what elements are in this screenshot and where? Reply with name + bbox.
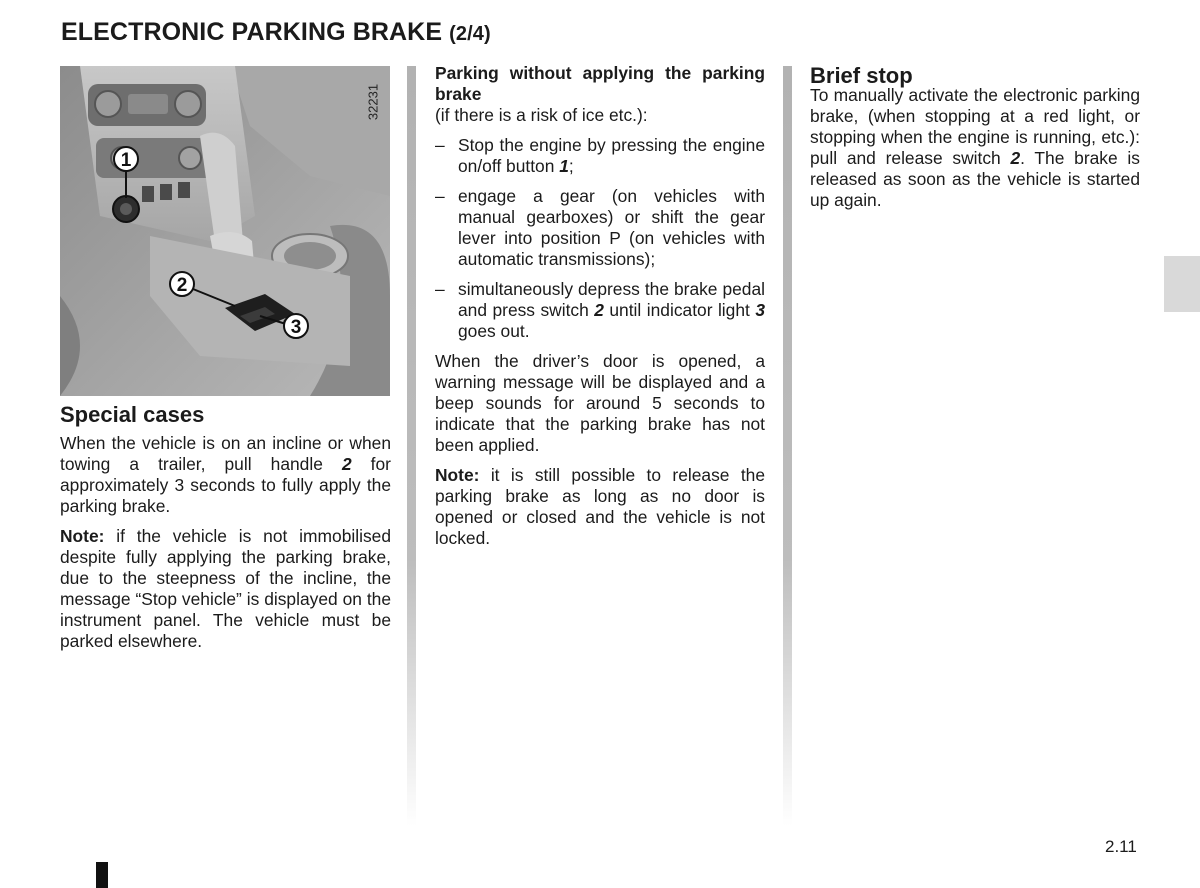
console-illustration [60,66,390,396]
without-brake-heading: Parking without applying the parking brake [435,63,765,104]
brief-stop-heading: Brief stop [810,63,913,88]
crop-mark [96,862,108,888]
without-brake-intro [435,63,765,126]
title-part: (2/4) [449,23,491,45]
without-brake-note-text: it is still possible to release the parking brake as long as no door is opened or closed and the vehicle is not locked. [435,465,765,548]
step-1-ref: 1 [559,156,569,176]
step-1-end: ; [568,156,574,176]
step-3-ref-2: 2 [594,300,604,320]
page-number: 2.11 [1105,837,1137,856]
column-divider-left [407,66,416,826]
special-cases-text-a: When the vehicle is on an incline or when towing a trailer, pull handle [60,433,391,474]
step-item [435,279,765,342]
special-cases-section [60,398,391,661]
door-warning-paragraph: When the driver’s door is opened, a warning message will be displayed and a beep sounds for around 5 seconds to indicate that the parking brake has not been applied. [435,351,765,455]
figure-code: 32231 [365,83,381,121]
brief-stop-text-b: . The brake is released as soon as the vehicle is started up again. [810,148,1140,210]
callout-2 [170,272,194,296]
without-brake-steps [435,135,765,342]
special-cases-note-label: Note: [60,526,105,546]
callout-1 [114,147,138,171]
chapter-tab [1164,256,1200,312]
brief-stop-section [810,63,1140,220]
step-3-end: goes out. [458,321,530,341]
brief-stop-ref-2: 2 [1010,148,1021,168]
column-divider-right [783,66,792,826]
title-text: ELECTRONIC PARKING BRAKE [61,18,443,46]
without-brake-note-label: Note: [435,465,480,485]
special-cases-note-text: if the vehicle is not immobilised despite fully applying the parking brake, due to the steepness of the incline, the message “Stop vehicle” is displayed on the instrument panel. The vehicle must be parked elsewhere. [60,526,391,651]
step-3-text-b: until indicator light [603,300,756,320]
brief-stop-text-a: To manually activate the electronic parking brake, (when stopping at a red light, or stopping when the engine is running, etc.): pull and release switch [810,85,1140,168]
step-3-text: simultaneously depress the brake pedal and press switch [458,279,765,320]
brief-stop-paragraph [810,85,1140,211]
without-brake-section [435,63,765,558]
page-title [61,18,491,47]
without-brake-note [435,465,765,549]
console-drawing [60,66,390,396]
callout-2-label: 2 [176,275,188,296]
special-cases-paragraph [60,433,391,517]
step-item [435,186,765,270]
special-cases-ref-2: 2 [341,454,352,474]
callout-3-label: 3 [290,317,302,338]
special-cases-text-b: for approximately 3 seconds to fully apply the parking brake. [60,454,391,516]
step-item [435,135,765,177]
without-brake-subheading: (if there is a risk of ice etc.): [435,105,648,125]
step-2-text: engage a gear (on vehicles with manual gearboxes) or shift the gear lever into position P (on vehicles with automatic transmissions); [458,186,765,269]
callout-1-label: 1 [120,150,132,171]
step-1-text: Stop the engine by pressing the engine on/off button [458,135,765,176]
step-3-ref-3: 3 [755,300,765,320]
callout-3 [284,314,308,338]
special-cases-heading: Special cases [60,402,205,427]
special-cases-note [60,526,391,652]
